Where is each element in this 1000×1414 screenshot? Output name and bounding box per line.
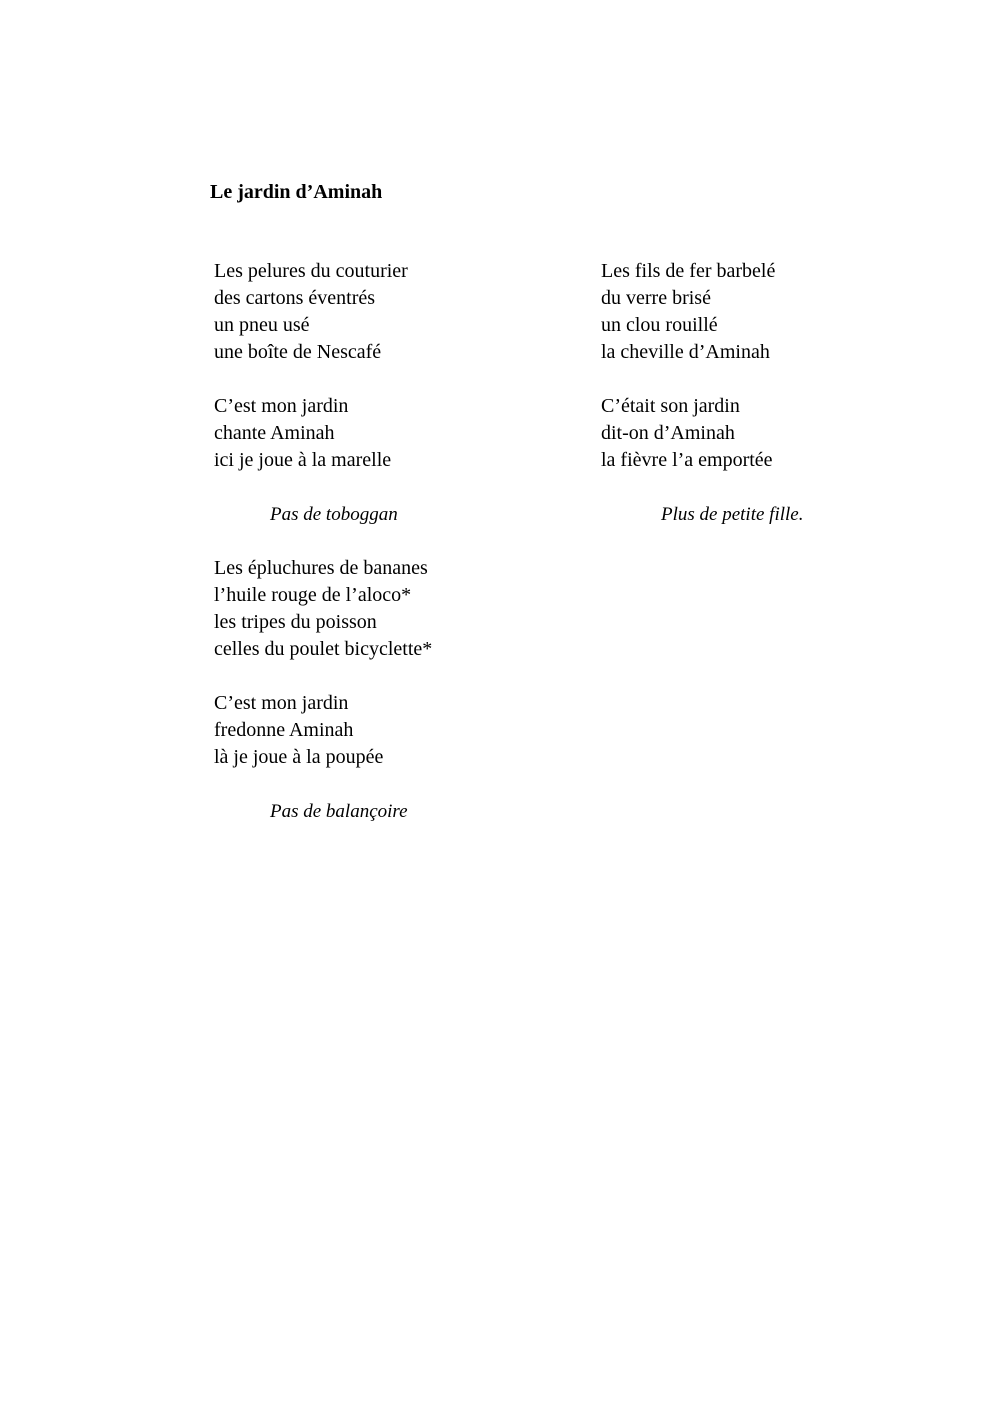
- verse-line: ici je joue à la marelle: [214, 449, 392, 471]
- verse-line: la fièvre l’a emportée: [601, 449, 773, 471]
- verse-line: celles du poulet bicyclette*: [214, 638, 433, 660]
- verse-line: fredonne Aminah: [214, 719, 354, 741]
- verse-line: C’est mon jardin: [214, 692, 349, 714]
- verse-line: une boîte de Nescafé: [214, 341, 382, 363]
- verse-line: C’était son jardin: [601, 395, 740, 417]
- refrain-line: Plus de petite fille.: [661, 504, 804, 525]
- verse-line: l’huile rouge de l’aloco*: [214, 584, 412, 606]
- verse-line: les tripes du poisson: [214, 611, 377, 633]
- poem-title: Le jardin d’Aminah: [210, 181, 383, 203]
- refrain-line: Pas de balançoire: [270, 801, 408, 822]
- stanza-6: [601, 393, 921, 474]
- verse-line: Les pelures du couturier: [214, 260, 408, 282]
- verse-line: Les épluchures de bananes: [214, 557, 428, 579]
- verse-line: chante Aminah: [214, 422, 335, 444]
- verse-line: un pneu usé: [214, 314, 310, 336]
- refrain-line: Pas de toboggan: [270, 504, 398, 525]
- verse-line: un clou rouillé: [601, 314, 718, 336]
- verse-line: du verre brisé: [601, 287, 711, 309]
- stanza-2: [214, 393, 534, 474]
- stanza-1: [214, 258, 534, 366]
- verse-line: dit-on d’Aminah: [601, 422, 735, 444]
- left-column: [214, 258, 534, 825]
- verse-line: Les fils de fer barbelé: [601, 260, 776, 282]
- stanza-4: [214, 690, 534, 771]
- stanza-5: [601, 258, 921, 366]
- verse-line: C’est mon jardin: [214, 395, 349, 417]
- stanza-3: [214, 555, 534, 663]
- verse-line: là je joue à la poupée: [214, 746, 384, 768]
- verse-line: des cartons éventrés: [214, 287, 376, 309]
- right-column: [601, 258, 921, 528]
- verse-line: la cheville d’Aminah: [601, 341, 770, 363]
